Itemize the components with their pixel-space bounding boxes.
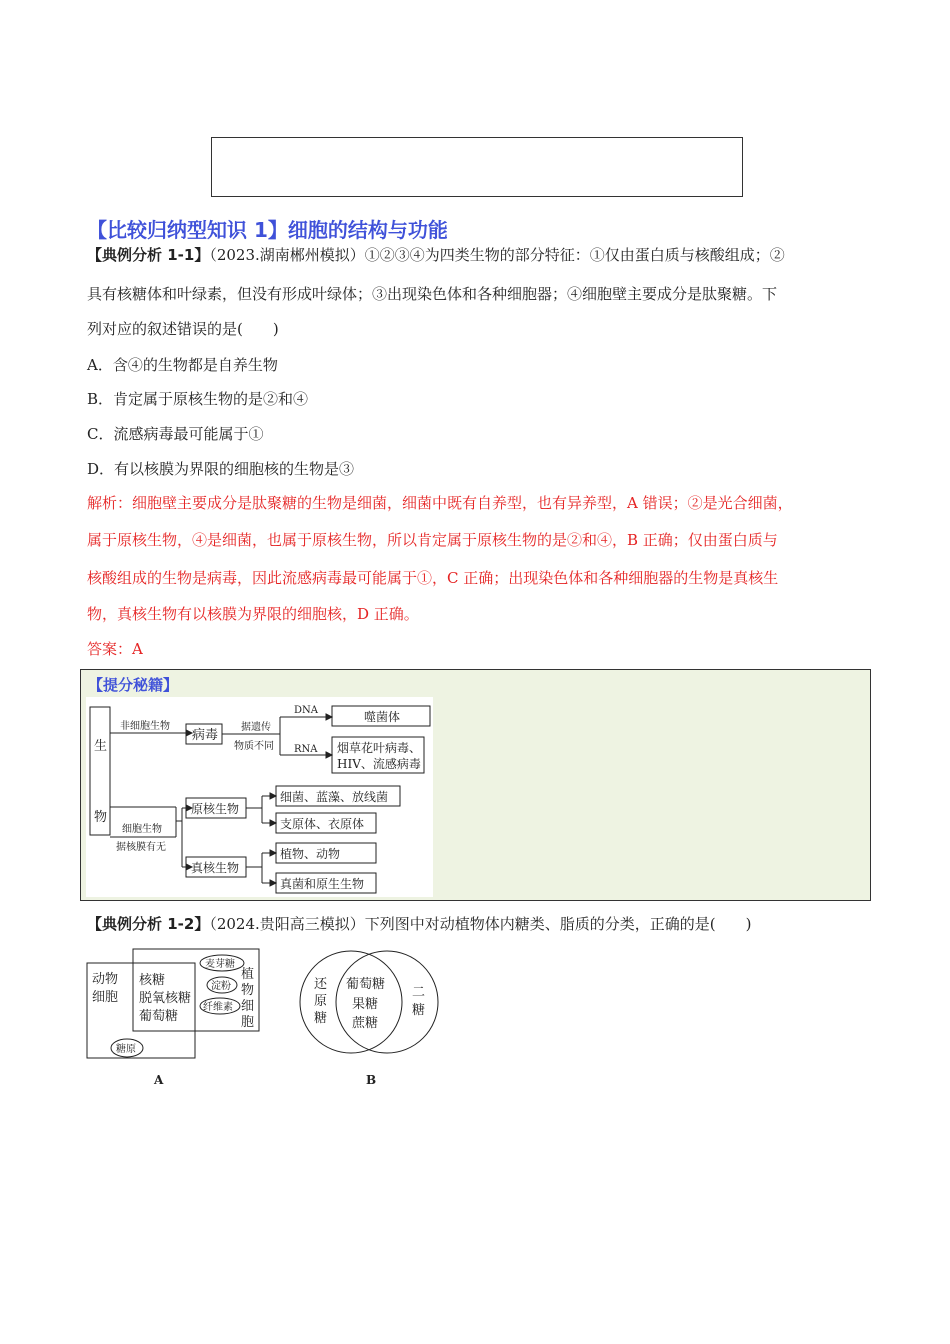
fig-b-caption: B — [366, 1073, 377, 1087]
fig-a-caption: A — [154, 1073, 164, 1087]
fig-a-cellulose: 纤维素 — [203, 1002, 233, 1013]
example1-text-2: 具有核糖体和叶绿素，但没有形成叶绿体；③出现染色体和各种细胞器；④细胞壁主要成分是肽聚糖。下 — [87, 285, 778, 303]
fig-a-plant-3: 细 — [241, 999, 255, 1014]
prok-item-1: 细菌、蓝藻、放线菌 — [280, 790, 389, 804]
fig-b-left-2: 原 — [314, 994, 328, 1009]
by-genetic-2: 物质不同 — [234, 741, 274, 752]
rna-label: RNA — [294, 744, 318, 755]
cell-org-label: 细胞生物 — [122, 824, 162, 835]
prok-item-2: 支原体、衣原体 — [280, 817, 365, 831]
fig-a-plant-1: 植 — [241, 967, 255, 982]
option-b: B．肯定属于原核生物的是②和④ — [87, 390, 309, 408]
by-genetic-1: 据遗传 — [241, 722, 271, 733]
analysis-line-2: 属于原核生物，④是细菌，也属于原核生物，所以肯定属于原核生物的是②和④，B 正确；仅由蛋白质与 — [87, 531, 778, 549]
fig-b-left-1: 还 — [314, 977, 328, 992]
option-a: A．含④的生物都是自养生物 — [87, 356, 278, 374]
example1-text-1: （2023.湖南郴州模拟）①②③④为四类生物的部分特征：①仅由蛋白质与核酸组成；② — [209, 246, 785, 264]
example2-text: （2024.贵阳高三模拟）下列图中对动植物体内糖类、脂质的分类，正确的是( ) — [209, 915, 752, 933]
fig-a-plant-4: 胞 — [241, 1015, 255, 1030]
example2-label: 【典例分析 1-2】 — [87, 915, 210, 933]
non-cell-label: 非细胞生物 — [120, 721, 170, 732]
fig-a-shared-2: 脱氧核糖 — [139, 991, 192, 1006]
fig-a-maltose: 麦芽糖 — [205, 959, 235, 970]
figure-a — [86, 948, 262, 1090]
virus-box: 病毒 — [192, 728, 219, 743]
analysis-line-3: 核酸组成的生物是病毒，因此流感病毒最可能属于①，C 正确；出现染色体和各种细胞器的生物是真核生 — [87, 569, 779, 587]
root-char-2: 物 — [94, 810, 108, 825]
euk-item-1: 植物、动物 — [280, 847, 341, 861]
rna-virus-1: 烟草花叶病毒、 — [337, 741, 422, 755]
euk-item-2: 真菌和原生生物 — [280, 877, 365, 891]
option-c: C．流感病毒最可能属于① — [87, 425, 264, 443]
blank-header-box — [211, 137, 743, 197]
phage-box: 噬菌体 — [364, 710, 401, 724]
root-char-1: 生 — [94, 739, 108, 754]
fig-a-starch: 淀粉 — [211, 981, 231, 992]
fig-b-middle-1: 葡萄糖 — [346, 977, 386, 992]
example1-label: 【典例分析 1-1】 — [87, 246, 210, 264]
figure-b — [296, 948, 442, 1090]
example1-intro-line-1 — [87, 245, 785, 265]
example2-line — [87, 914, 751, 934]
fig-b-middle-2: 果糖 — [352, 997, 379, 1012]
fig-a-animal-2: 细胞 — [92, 990, 119, 1005]
classification-diagram — [86, 697, 433, 897]
answer: 答案：A — [87, 640, 143, 658]
fig-a-animal-1: 动物 — [92, 972, 119, 987]
fig-a-plant-2: 物 — [241, 983, 255, 998]
dna-label: DNA — [294, 705, 318, 716]
analysis-line-4: 物，真核生物有以核膜为界限的细胞核，D 正确。 — [87, 605, 419, 623]
fig-b-right-2: 糖 — [412, 1003, 426, 1018]
fig-b-middle-3: 蔗糖 — [352, 1016, 379, 1031]
example1-text-3: 列对应的叙述错误的是( ) — [87, 320, 279, 338]
eukaryote-box: 真核生物 — [191, 861, 240, 875]
rna-virus-2: HIV、流感病毒 — [337, 757, 421, 771]
fig-a-glycogen: 糖原 — [116, 1044, 136, 1055]
section-heading: 【比较归纳型知识 1】细胞的结构与功能 — [87, 218, 448, 242]
by-nucleus-label: 据核膜有无 — [116, 842, 166, 853]
analysis-line-1: 解析：细胞壁主要成分是肽聚糖的生物是细菌，细菌中既有自养型，也有异养型，A 错误；②是光合细菌， — [87, 494, 793, 512]
prokaryote-box: 原核生物 — [191, 802, 240, 816]
tips-title: 【提分秘籍】 — [88, 676, 179, 694]
option-d: D．有以核膜为界限的细胞核的生物是③ — [87, 460, 355, 478]
fig-a-shared-3: 葡萄糖 — [139, 1009, 179, 1024]
fig-b-right-1: 二 — [412, 985, 426, 1000]
fig-a-shared-1: 核糖 — [139, 973, 166, 988]
fig-b-left-3: 糖 — [314, 1011, 328, 1026]
